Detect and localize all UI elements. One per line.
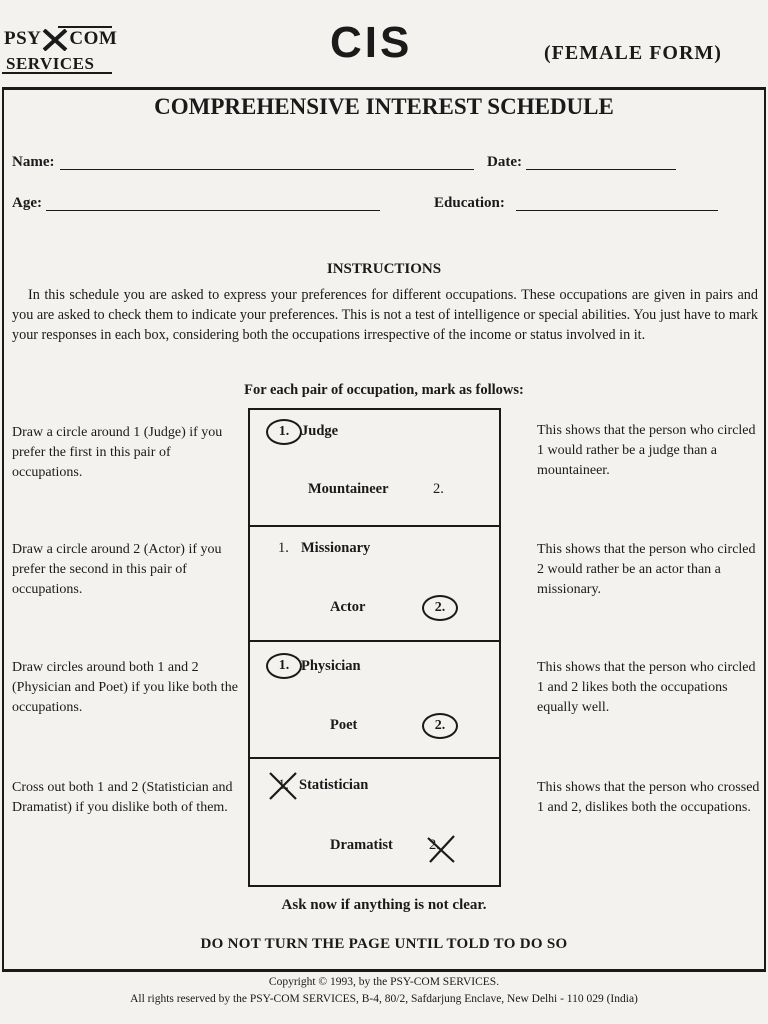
example-2-explanation: This shows that the person who circled 2 would rather be an actor than a missionary. xyxy=(537,542,756,597)
example-4-occupation-1: Statistician xyxy=(299,777,369,793)
marking-heading: For each pair of occupation, mark as follows: xyxy=(244,382,524,398)
logo-line1 xyxy=(4,28,117,51)
example-2-choice-2: 2. xyxy=(422,595,458,621)
form-type: (FEMALE FORM) xyxy=(544,42,722,64)
logo-psy: PSY xyxy=(4,28,42,49)
ask-note: Ask now if anything is not clear. xyxy=(281,897,487,913)
name-label: Name: xyxy=(12,154,55,170)
example-divider xyxy=(248,757,501,759)
example-3-instruction: Draw circles around both 1 and 2 (Physician and Poet) if you like both the occupations. xyxy=(12,660,238,715)
education-field[interactable] xyxy=(516,209,718,211)
example-3-occupation-2: Poet xyxy=(330,717,358,733)
copyright-line-2: All rights reserved by the PSY-COM SERVICES, B-4, 80/2, Safdarjung Enclave, New Delhi - 110 029 (India) xyxy=(130,993,638,1005)
example-3-explanation: This shows that the person who circled 1 and 2 likes both the occupations equally well. xyxy=(537,660,756,715)
name-field[interactable] xyxy=(60,168,474,170)
example-1-choice-2: 2. xyxy=(433,481,444,497)
form-code: CIS xyxy=(330,18,413,67)
do-not-turn-notice: DO NOT TURN THE PAGE UNTIL TOLD TO DO SO xyxy=(200,936,568,952)
example-divider xyxy=(248,640,501,642)
example-1-explanation: This shows that the person who circled 1 would rather be a judge than a mountaineer. xyxy=(537,423,756,478)
logo-com: COM xyxy=(69,28,118,49)
logo-services: SERVICES xyxy=(6,54,95,73)
example-2-occupation-1: Missionary xyxy=(301,540,371,556)
cross-out-icon xyxy=(268,771,298,801)
example-1-choice-1: 1. xyxy=(266,419,302,445)
example-4-explanation: This shows that the person who crossed 1 and 2, dislikes both the occupations. xyxy=(537,780,760,815)
date-field[interactable] xyxy=(526,168,676,170)
instructions-paragraph: In this schedule you are asked to express your preferences for different occupations. These occupations are given in pairs and you are asked to check them to indicate your preferences. This is not a test of intelligence or special abilities. You just have to mark your responses in each box, considering both the occupations irrespective of the income or status involved in it. xyxy=(12,287,758,343)
example-4-choice-1: 1. xyxy=(278,777,289,793)
example-1-occupation-2: Mountaineer xyxy=(308,481,389,497)
age-label: Age: xyxy=(12,195,42,211)
instructions-heading: INSTRUCTIONS xyxy=(326,261,442,277)
education-label: Education: xyxy=(434,195,505,211)
date-label: Date: xyxy=(487,154,522,170)
example-4-occupation-2: Dramatist xyxy=(330,837,393,853)
example-3-occupation-1: Physician xyxy=(301,658,361,674)
example-4-choice-2: 2. xyxy=(429,837,440,853)
copyright-line-1: Copyright © 1993, by the PSY-COM SERVICES. xyxy=(268,976,500,988)
page-title: COMPREHENSIVE INTEREST SCHEDULE xyxy=(154,94,614,119)
age-field[interactable] xyxy=(46,209,380,211)
example-2-choice-1: 1. xyxy=(278,540,289,556)
cross-out-icon xyxy=(426,834,456,864)
example-2-instruction: Draw a circle around 2 (Actor) if you prefer the second in this pair of occupations. xyxy=(12,542,222,597)
example-1-occupation-1: Judge xyxy=(301,423,339,439)
example-4-instruction: Cross out both 1 and 2 (Statistician and Dramatist) if you dislike both of them. xyxy=(12,780,233,815)
example-box xyxy=(248,408,501,887)
example-2-occupation-2: Actor xyxy=(330,599,366,615)
example-1-instruction: Draw a circle around 1 (Judge) if you prefer the first in this pair of occupations. xyxy=(12,425,223,480)
example-3-choice-1: 1. xyxy=(266,653,302,679)
example-3-choice-2: 2. xyxy=(422,713,458,739)
psycom-logo xyxy=(2,24,118,73)
example-divider xyxy=(248,525,501,527)
logo-x-icon xyxy=(41,29,69,51)
